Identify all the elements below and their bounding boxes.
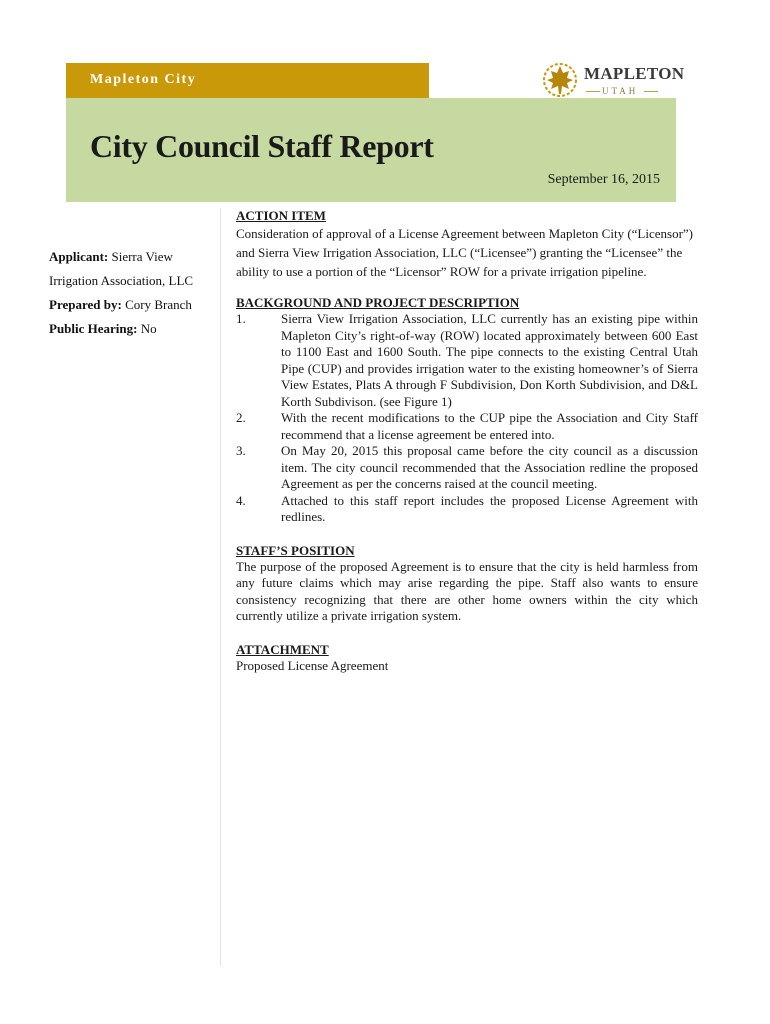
background-heading: BACKGROUND AND PROJECT DESCRIPTION [236,295,520,310]
list-item-number: 1. [236,311,246,326]
list-item-number: 3. [236,443,246,458]
list-item-text: Sierra View Irrigation Association, LLC currently has an existing pipe within Mapleton City’s right-of-way (ROW) located approximately between 600 East to 1100 East and 1600 South. The pipe connects to the existing Central Utah Pipe (CUP) and provides irrigation water to the existing homeowner’s of Sierra View Estates, Plats A through F Subdivision, Don Korth Subdivision, and D&L Korth Subdivison. (see Figure 1) [281,311,698,409]
prepared-by-row [49,293,219,317]
list-item-text: On May 20, 2015 this proposal came before the city council as a discussion item. The city council recommended that the Association redline the proposed Agreement as per the concerns raised at the council meeting. [281,443,698,491]
list-item [236,410,698,443]
report-body [236,207,698,674]
background-list [236,311,698,526]
list-item-text: Attached to this staff report includes the proposed License Agreement with redlines. [281,492,698,524]
logo-name: MAPLETON [584,64,685,83]
list-item [236,493,698,526]
org-name: Mapleton City [90,72,197,87]
column-divider [220,208,221,966]
attachment-section [236,641,698,675]
list-item [236,443,698,493]
staff-position-text: The purpose of the proposed Agreement is to ensure that the city is held harmless from any future claims which may arise regarding the pipe. Staff also wants to ensure consistency recognizing that there are other home owners within the city which currently utilize a private irrigation system. [236,558,698,623]
logo-rule-left [586,91,600,92]
staff-position-section [236,542,698,625]
action-item-text: Consideration of approval of a License Agreement between Mapleton City (“Licensor”) and Sierra View Irrigation Association, LLC (“Licensee”) granting the “Licensee” the ability to use a portion of the “Licensor” ROW for a private irrigation pipeline. [236,226,694,279]
maple-leaf-icon [540,60,582,98]
list-item-number: 2. [236,410,246,425]
staff-position-heading: STAFF’S POSITION [236,542,355,558]
public-hearing-label: Public Hearing: [49,321,138,336]
logo-state: UTAH [602,86,639,96]
applicant-row [49,245,219,293]
public-hearing-row [49,317,219,341]
page-title: City Council Staff Report [90,128,434,164]
action-item-section [236,207,698,281]
attachment-text: Proposed License Agreement [236,657,389,673]
attachment-heading: ATTACHMENT [236,641,329,657]
report-details [49,245,219,341]
background-section [236,294,698,526]
applicant-value: Sierra View Irrigation Association, LLC [49,249,194,288]
mapleton-logo [540,60,685,102]
applicant-label: Applicant: [49,249,109,264]
list-item [236,311,698,410]
action-item-heading: ACTION ITEM [236,208,326,223]
prepared-by-value: Cory Branch [125,297,192,312]
prepared-by-label: Prepared by: [49,297,122,312]
list-item-number: 4. [236,492,246,508]
logo-rule-right [644,91,658,92]
report-date: September 16, 2015 [547,172,660,187]
public-hearing-value: No [140,321,157,336]
list-item-text: With the recent modifications to the CUP pipe the Association and City Staff recommend that a license agreement be entered into. [281,410,698,442]
header-org-band [66,63,429,98]
title-band [66,98,676,202]
